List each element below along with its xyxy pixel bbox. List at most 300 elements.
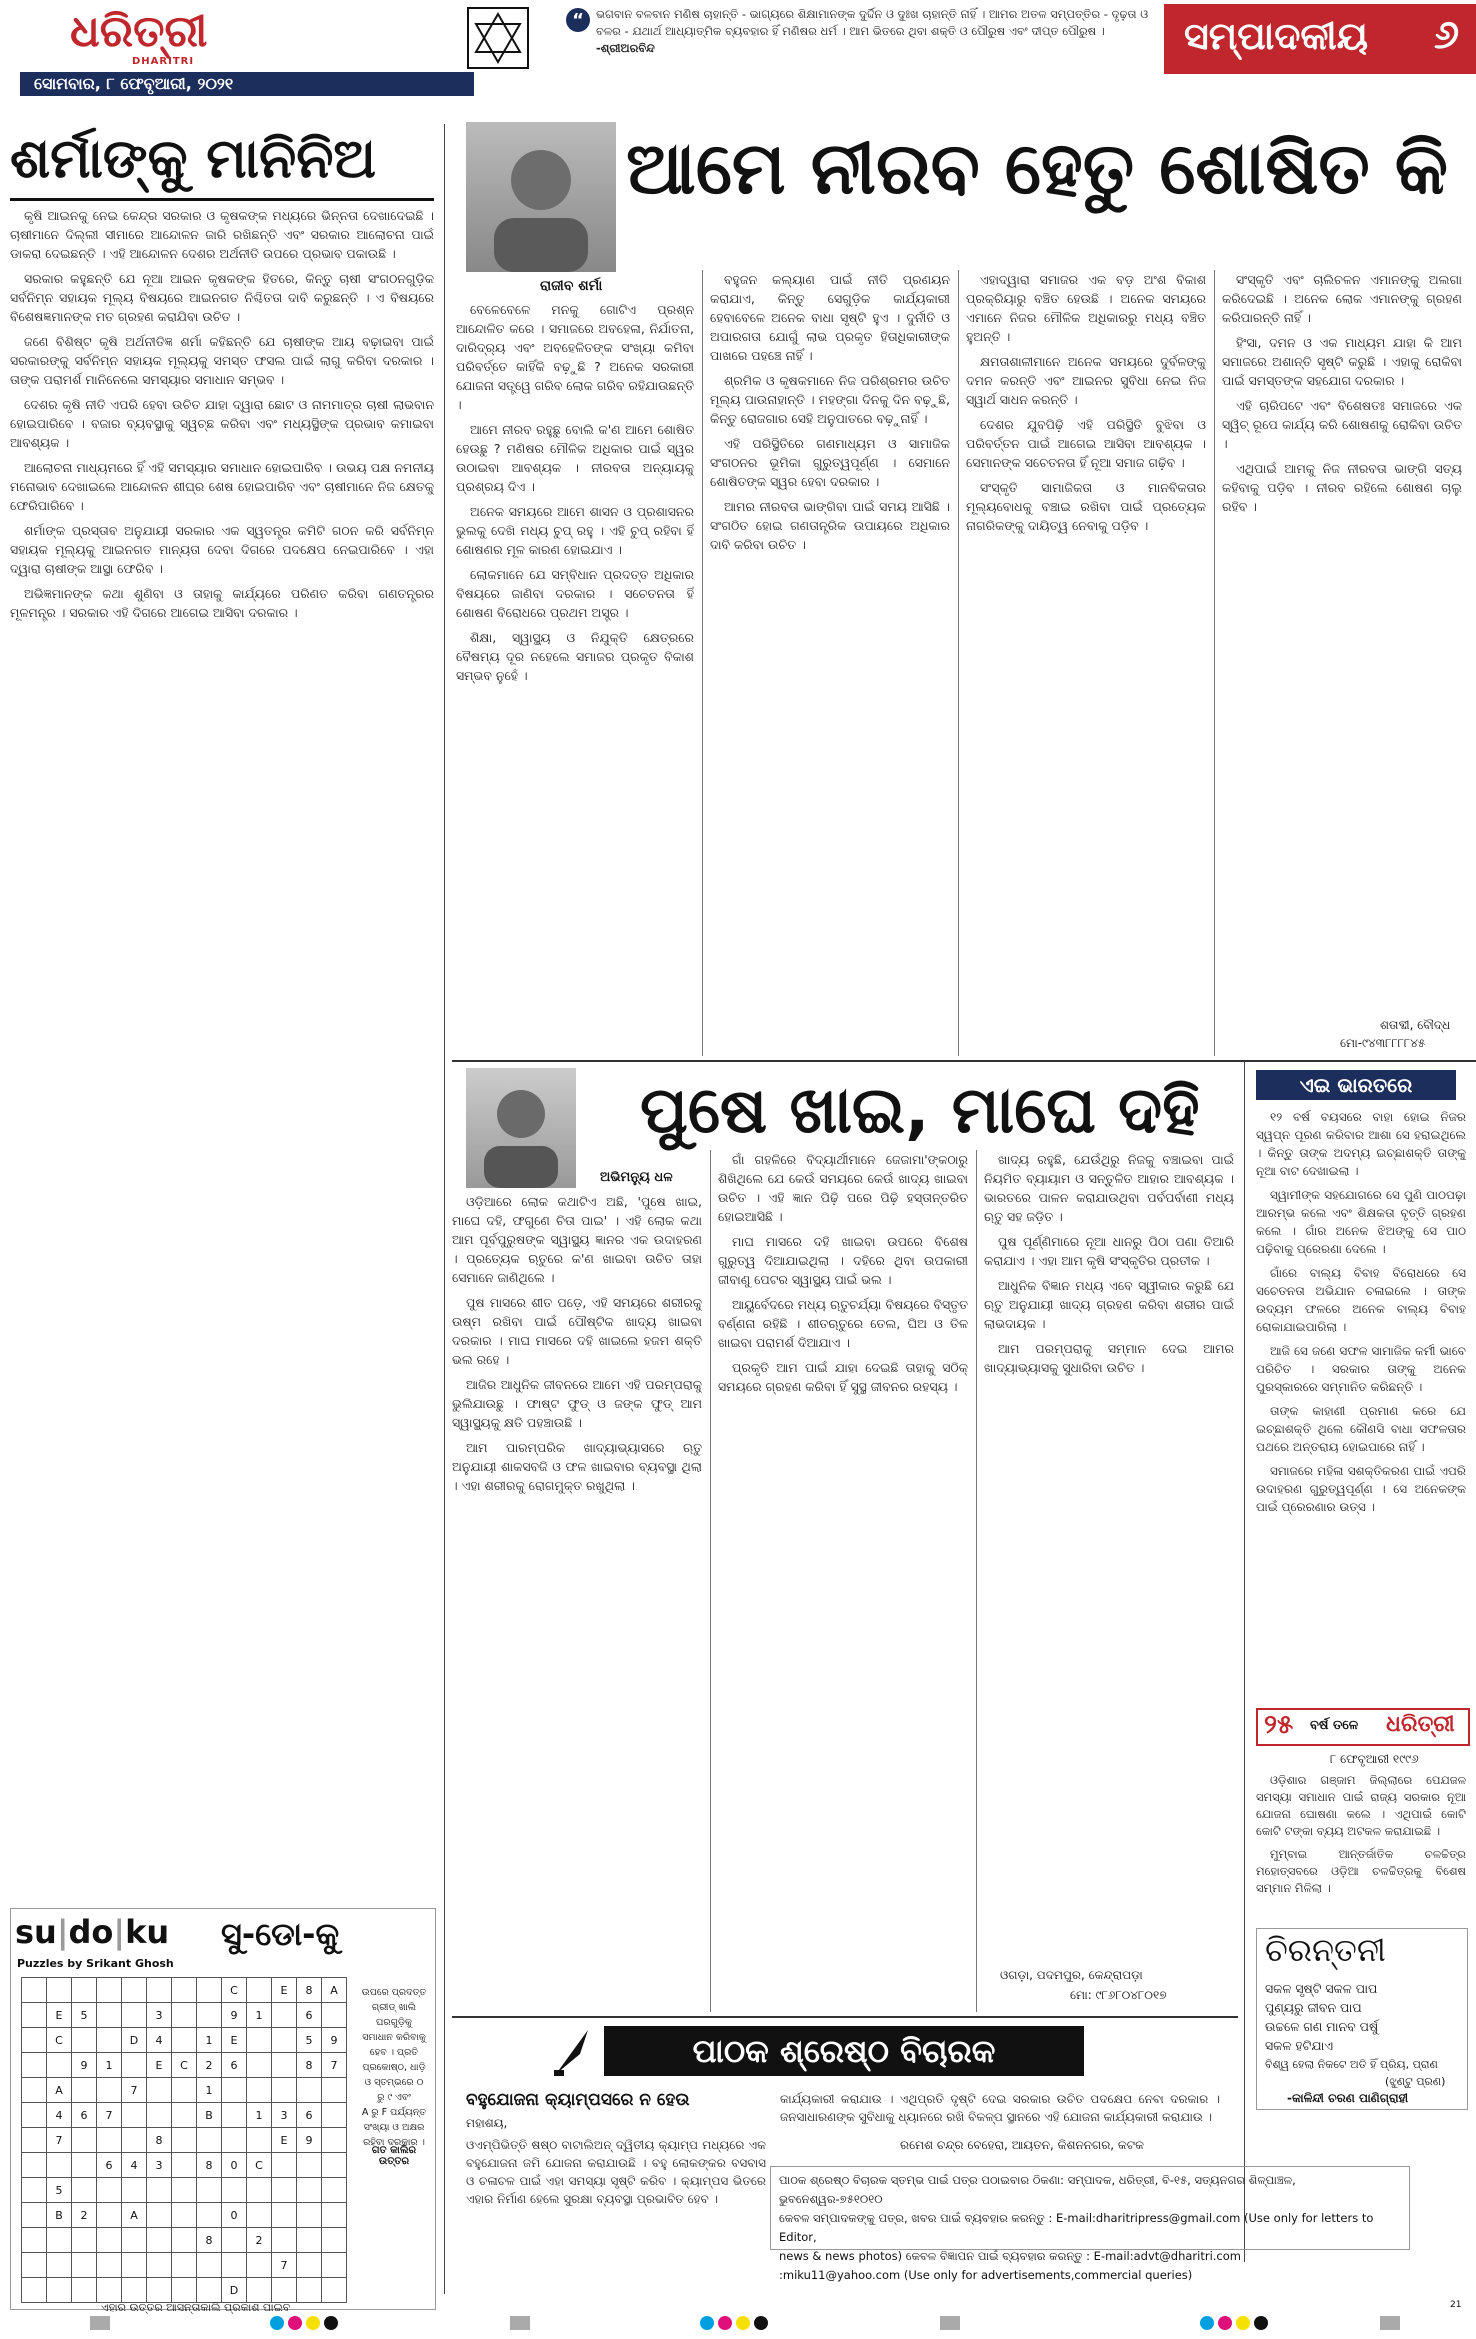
sudoku-cell[interactable] bbox=[22, 2153, 47, 2178]
sudoku-cell[interactable] bbox=[222, 2078, 247, 2103]
sudoku-cell[interactable] bbox=[22, 2078, 47, 2103]
sudoku-cell[interactable] bbox=[272, 2028, 297, 2053]
sudoku-cell[interactable] bbox=[322, 2178, 347, 2203]
india-paragraph: ସ୍ୱାମୀଙ୍କ ସହଯୋଗରେ ସେ ପୁଣି ପାଠପଢ଼ା ଆରମ୍ଭ କଲେ ଏବଂ ଶିକ୍ଷକତା ବୃତ୍ତି ଗ୍ରହଣ କଲେ । ଗାଁର ଅନେକ ଝିଅଙ୍କୁ ସେ ପାଠ ପଢ଼ିବାକୁ ପ୍ରେରଣା ଦେଲେ । bbox=[1256, 1188, 1466, 1256]
sudoku-cell[interactable] bbox=[272, 2153, 297, 2178]
sudoku-cell[interactable] bbox=[22, 2053, 47, 2078]
sudoku-cell[interactable] bbox=[222, 2178, 247, 2203]
editorial-paragraph: ଅଭିଜ୍ଞମାନଙ୍କ କଥା ଶୁଣିବା ଓ ତାହାକୁ କାର୍ଯ୍ୟରେ ପରିଣତ କରିବା ଗଣତନ୍ତ୍ରର ମୂଳମନ୍ତ୍ର । ସରକାର ଏହି ଦିଗରେ ଆଗେଇ ଆସିବା ଦରକାର । bbox=[10, 586, 434, 620]
years25-item: ଓଡ଼ିଶାର ଗଞ୍ଜାମ ଜିଲ୍ଲାରେ ପେଯଜଳ ସମସ୍ୟା ସମାଧାନ ପାଇଁ ରାଜ୍ୟ ସରକାର ନୂଆ ଯୋଜନା ଘୋଷଣା କଲେ । ଏଥିପାଇଁ କୋଟି କୋଟି ଟଙ୍କା ବ୍ୟୟ ଅଟକଳ କରାଯାଇଛି । bbox=[1256, 1773, 1466, 1838]
sudoku-cell[interactable] bbox=[72, 2178, 97, 2203]
sudoku-cell: 1 bbox=[197, 2028, 222, 2053]
yellow-dot bbox=[736, 2316, 750, 2330]
article-paragraph: ଓଡ଼ିଆରେ ଲୋକ କଥାଟିଏ ଅଛି, 'ପୁଷେ ଖାଇ, ମାଘେ ଦହି, ଫଗୁଣେ ଚିତା ପାଇ' । ଏହି ଲୋକ କଥା ଆମ ପୂର୍ବପୁରୁଷଙ୍କ ସ୍ୱାସ୍ଥ୍ୟ ଜ୍ଞାନର ଏକ ଉଦାହରଣ । ପ୍ରତ୍ୟେକ ଋତୁରେ କ'ଣ ଖାଇବା ଉଚିତ ତାହା ସେମାନେ ଜାଣିଥିଲେ । bbox=[452, 1194, 702, 1285]
sudoku-cell[interactable] bbox=[272, 2053, 297, 2078]
sudoku-row bbox=[22, 1978, 347, 2003]
print-marks bbox=[0, 2300, 1476, 2339]
article-paragraph: ଖାଦ୍ୟ ରହୁଛି, ଯେଉଁଥିରୁ ନିଜକୁ ବଞ୍ଚାଇବା ପାଇଁ ନିୟମିତ ବ୍ୟାୟାମ ଓ ସନ୍ତୁଳିତ ଆହାର ଆବଶ୍ୟକ । ଭାରତରେ ପାଳନ କରାଯାଉଥିବା ପର୍ବପର୍ବାଣୀ ମଧ୍ୟ ଋତୁ ସହ ଜଡ଼ିତ । bbox=[984, 1152, 1234, 1224]
sudoku-instruction-line: ପ୍ରକୋଷ୍ଠ, ଧାଡ଼ି bbox=[362, 2062, 426, 2073]
sudoku-cell[interactable] bbox=[97, 2128, 122, 2153]
sudoku-instruction-line: A ରୁ F ପର୍ଯ୍ୟନ୍ତ bbox=[361, 2107, 427, 2118]
main-article-col2 bbox=[710, 270, 950, 1056]
author-photo bbox=[466, 122, 616, 272]
sudoku-row bbox=[22, 2278, 347, 2303]
black-dot bbox=[754, 2316, 768, 2330]
yellow-dot bbox=[306, 2316, 320, 2330]
sudoku-cell[interactable] bbox=[247, 2203, 272, 2228]
india-body bbox=[1256, 1108, 1466, 1700]
registration-bar bbox=[940, 2316, 960, 2330]
sudoku-cell: 8 bbox=[147, 2128, 172, 2153]
section-rule bbox=[452, 2016, 1238, 2018]
sudoku-cell[interactable] bbox=[47, 2228, 72, 2253]
article-paragraph: କ୍ଷମତାଶାଳୀମାନେ ଅନେକ ସମୟରେ ଦୁର୍ବଳଙ୍କୁ ଦମନ କରନ୍ତି ଏବଂ ଆଇନର ସୁବିଧା ନେଇ ନିଜ ସ୍ୱାର୍ଥ ସାଧନ କରନ୍ତି । bbox=[966, 354, 1206, 407]
reader-header: ପାଠକ ଶ୍ରେଷ୍ଠ ବିଚାରକ bbox=[692, 2032, 996, 2070]
sudoku-cell[interactable] bbox=[72, 2153, 97, 2178]
article-paragraph: ପୁଷ ପୂର୍ଣ୍ଣିମାରେ ନୂଆ ଧାନରୁ ପିଠା ପଣା ତିଆରି କରାଯାଏ । ଏହା ଆମ କୃଷି ସଂସ୍କୃତିର ପ୍ରତୀକ । bbox=[984, 1234, 1234, 1268]
letter-salutation: ମହାଶୟ, bbox=[466, 2116, 508, 2130]
sudoku-cell: 6 bbox=[72, 2103, 97, 2128]
sudoku-cell: 7 bbox=[322, 2053, 347, 2078]
sudoku-cell[interactable] bbox=[97, 2028, 122, 2053]
person-photo-icon bbox=[466, 122, 616, 272]
chirantani-title: ଚିରନ୍ତନୀ bbox=[1265, 1931, 1386, 1969]
sudoku-cell: 7 bbox=[272, 2253, 297, 2278]
sudoku-cell[interactable] bbox=[97, 2228, 122, 2253]
sudoku-cell[interactable] bbox=[72, 2128, 97, 2153]
sudoku-row bbox=[22, 2103, 347, 2128]
reader-quill-icon bbox=[550, 2024, 594, 2078]
editorial-paragraph: ଦେଶର କୃଷି ନୀତି ଏପରି ହେବା ଉଚିତ ଯାହା ଦ୍ୱାରା ଛୋଟ ଓ ନାମମାତ୍ର ଚାଷୀ ଲାଭବାନ ହୋଇପାରିବେ । ବଜାର ବ୍ୟବସ୍ଥାକୁ ସ୍ୱଚ୍ଛ କରିବା ଏବଂ ମଧ୍ୟସ୍ଥିଙ୍କ ପ୍ରଭାବ କମାଇବା ଆବଶ୍ୟକ । bbox=[10, 397, 434, 450]
sudoku-cell[interactable] bbox=[322, 2228, 347, 2253]
sudoku-cell: 6 bbox=[222, 2053, 247, 2078]
sudoku-cell[interactable] bbox=[322, 2078, 347, 2103]
article-paragraph: ଶିକ୍ଷା, ସ୍ୱାସ୍ଥ୍ୟ ଓ ନିଯୁକ୍ତି କ୍ଷେତ୍ରରେ ବୈଷମ୍ୟ ଦୂର ନହେଲେ ସମାଜର ପ୍ରକୃତ ବିକାଶ ସମ୍ଭବ ନୁହେଁ । bbox=[456, 630, 694, 683]
sudoku-cell: 1 bbox=[97, 2053, 122, 2078]
registration-bar bbox=[510, 2316, 530, 2330]
reader-banner bbox=[604, 2026, 1084, 2076]
sudoku-cell: 3 bbox=[147, 2003, 172, 2028]
sudoku-instruction-line: ଗ୍ରୀଡ୍ ଖାଲି ଘରଗୁଡ଼ିକୁ bbox=[371, 2002, 417, 2028]
article-paragraph: ହିଂସା, ଦମନ ଓ ଏକ ମାଧ୍ୟମ ଯାହା କି ଆମ ସମାଜରେ ଅଶାନ୍ତି ସୃଷ୍ଟି କରୁଛି । ଏହାକୁ ରୋକିବା ପାଇଁ ସମସ୍ତଙ୍କ ସହଯୋଗ ଦରକାର । bbox=[1222, 335, 1462, 388]
sudoku-cell: 4 bbox=[122, 2153, 147, 2178]
main-article-author: ରାଜୀବ ଶର୍ମା bbox=[540, 278, 603, 294]
sudoku-cell[interactable] bbox=[147, 1978, 172, 2003]
article-paragraph: ଏହି ଚାରିପଟେ ଏବଂ ବିଶେଷତଃ ସମାଜରେ ଏକ ସ୍ୱିଚ୍ ରୂପେ କାର୍ଯ୍ୟ କରି ଶୋଷଣକୁ ରୋକିବା ଉଚିତ । bbox=[1222, 398, 1462, 451]
sudoku-cell: 8 bbox=[297, 1978, 322, 2003]
sudoku-instruction-line: ରୁ ୯ ଏବଂ bbox=[377, 2092, 411, 2103]
sudoku-cell[interactable] bbox=[122, 2103, 147, 2128]
sudoku-cell: 4 bbox=[147, 2028, 172, 2053]
main-article-col3 bbox=[966, 270, 1206, 1056]
sudoku-title-odia: ସୁ-ଡୋ-କୁ bbox=[221, 1915, 340, 1953]
sudoku-cell[interactable] bbox=[22, 2228, 47, 2253]
sudoku-row bbox=[22, 2003, 347, 2028]
reader-footer-line: :miku11@yahoo.com (Use only for advertisements,commercial queries) bbox=[779, 2268, 1193, 2282]
sudoku-cell[interactable] bbox=[22, 2203, 47, 2228]
sudoku-cell[interactable] bbox=[47, 2053, 72, 2078]
sudoku-cell[interactable] bbox=[72, 2253, 97, 2278]
sudoku-cell[interactable] bbox=[272, 2178, 297, 2203]
sudoku-cell[interactable] bbox=[122, 1978, 147, 2003]
person-photo-icon bbox=[466, 1068, 576, 1188]
article-paragraph: ବହୁଜନ କଲ୍ୟାଣ ପାଇଁ ନୀତି ପ୍ରଣୟନ କରାଯାଏ, କିନ୍ତୁ ସେଗୁଡ଼ିକ କାର୍ଯ୍ୟକାରୀ ହେବାବେଳେ ଅନେକ ବାଧା ସୃଷ୍ଟି ହୁଏ । ଦୁର୍ନୀତି ଓ ଅପାରଗତା ଯୋଗୁଁ ଲାଭ ପ୍ରକୃତ ହିତାଧିକାରୀଙ୍କ ପାଖରେ ପହଞ୍ଚେ ନାହିଁ । bbox=[710, 272, 950, 363]
reader-footer-line: ପାଠକ ଶ୍ରେଷ୍ଠ ବିଚାରକ ସ୍ତମ୍ଭ ପାଇଁ ପତ୍ର ପଠାଇବାର ଠିକଣା: ସମ୍ପାଦକ, ଧରିତ୍ରୀ, ବି-୧୫, ସତ୍ୟନଗର ଶିଳ୍ପାଞ୍ଚଳ, ଭୁବନେଶ୍ୱର-୭୫୧୦୧୦ bbox=[779, 2173, 1296, 2206]
cyan-dot bbox=[700, 2316, 714, 2330]
magenta-dot bbox=[1218, 2316, 1232, 2330]
sudoku-cell[interactable] bbox=[297, 2078, 322, 2103]
sudoku-cell[interactable] bbox=[72, 2028, 97, 2053]
sudoku-cell: 6 bbox=[297, 2103, 322, 2128]
sudoku-cell[interactable] bbox=[97, 2253, 122, 2278]
sudoku-cell: 9 bbox=[297, 2128, 322, 2153]
sudoku-logo-part: do bbox=[68, 1913, 114, 1951]
sudoku-cell[interactable] bbox=[322, 2253, 347, 2278]
black-dot bbox=[1254, 2316, 1268, 2330]
sudoku-instructions bbox=[357, 1985, 431, 2150]
article-paragraph: ଦେଶର ଯୁବପିଢ଼ି ଏହି ପରିସ୍ଥିତି ବୁଝିବା ଓ ପରିବର୍ତ୍ତନ ପାଇଁ ଆଗେଇ ଆସିବା ଆବଶ୍ୟକ । ସେମାନଙ୍କ ସଚେତନତା ହିଁ ନୂଆ ସମାଜ ଗଢ଼ିବ । bbox=[966, 417, 1206, 470]
sudoku-cell: 0 bbox=[222, 2153, 247, 2178]
article-paragraph: ଆୟୁର୍ବେଦରେ ମଧ୍ୟ ଋତୁଚର୍ଯ୍ୟା ବିଷୟରେ ବିସ୍ତୃତ ବର୍ଣ୍ଣନା ରହିଛି । ଶୀତଋତୁରେ ତେଲ, ଘିଅ ଓ ତିଳ ଖାଇବା ପରାମର୍ଶ ଦିଆଯାଏ । bbox=[718, 1297, 968, 1350]
sudoku-instruction-line: ସମାଧାନ କରିବାକୁ bbox=[362, 2032, 426, 2043]
sudoku-cell[interactable] bbox=[172, 2228, 197, 2253]
editorial-paragraph: ଆଲୋଚନା ମାଧ୍ୟମରେ ହିଁ ଏହି ସମସ୍ୟାର ସମାଧାନ ହୋଇପାରିବ । ଉଭୟ ପକ୍ଷ ନମନୀୟ ମନୋଭାବ ଦେଖାଇଲେ ଆନ୍ଦୋଳନ ଶୀଘ୍ର ଶେଷ ହୋଇପାରିବ ଏବଂ ଚାଷୀମାନେ ନିଜ କ୍ଷେତକୁ ଫେରିପାରିବେ । bbox=[10, 460, 434, 513]
column-divider bbox=[1244, 1062, 1245, 2262]
editorial-body bbox=[10, 206, 434, 1896]
sudoku-cell: C bbox=[47, 2028, 72, 2053]
sudoku-cell[interactable] bbox=[147, 2103, 172, 2128]
sudoku-cell[interactable] bbox=[122, 2128, 147, 2153]
sudoku-cell: D bbox=[222, 2278, 247, 2303]
sudoku-cell[interactable] bbox=[272, 2203, 297, 2228]
registration-bar bbox=[90, 2316, 110, 2330]
sudoku-cell[interactable] bbox=[22, 2253, 47, 2278]
sudoku-cell: 6 bbox=[297, 2003, 322, 2028]
sudoku-cell: 2 bbox=[247, 2228, 272, 2253]
sudoku-cell[interactable] bbox=[272, 2228, 297, 2253]
sudoku-cell: 7 bbox=[122, 2078, 147, 2103]
sudoku-row bbox=[22, 2153, 347, 2178]
sudoku-cell[interactable] bbox=[172, 1978, 197, 2003]
sudoku-cell[interactable] bbox=[322, 2128, 347, 2153]
sudoku-cell: A bbox=[122, 2203, 147, 2228]
sudoku-cell[interactable] bbox=[197, 2003, 222, 2028]
reader-footer-box bbox=[770, 2166, 1410, 2282]
sudoku-cell[interactable] bbox=[122, 2278, 147, 2303]
sudoku-cell[interactable] bbox=[172, 2128, 197, 2153]
sudoku-cell[interactable] bbox=[247, 2053, 272, 2078]
sudoku-cell[interactable] bbox=[222, 2103, 247, 2128]
star-emblem-icon bbox=[466, 6, 530, 70]
sudoku-cell: 8 bbox=[197, 2228, 222, 2253]
masthead bbox=[0, 0, 1476, 118]
main-article-col1 bbox=[456, 300, 694, 1056]
sudoku-cell[interactable] bbox=[197, 2278, 222, 2303]
sudoku-cell[interactable] bbox=[97, 2003, 122, 2028]
sudoku-cell: E bbox=[222, 2028, 247, 2053]
sudoku-instruction-line: ହେବ । ପ୍ରତି bbox=[369, 2047, 419, 2058]
chirantani-line: ଉଚ୍ଚଳେ ଗଣ ମାନବ ପର୍ଷୁ bbox=[1265, 2019, 1379, 2034]
article-paragraph: ଏଥିପାଇଁ ଆମକୁ ନିଜ ନୀରବତା ଭାଙ୍ଗି ସତ୍ୟ କହିବାକୁ ପଡ଼ିବ । ନୀରବ ରହିଲେ ଶୋଷଣ ଚାଲୁ ରହିବ । bbox=[1222, 461, 1462, 514]
sudoku-cell[interactable] bbox=[122, 2228, 147, 2253]
date-bar bbox=[20, 72, 474, 96]
black-dot bbox=[324, 2316, 338, 2330]
sudoku-cell[interactable] bbox=[297, 2203, 322, 2228]
sudoku-cell[interactable] bbox=[147, 2228, 172, 2253]
sudoku-cell[interactable] bbox=[122, 2003, 147, 2028]
sudoku-cell[interactable] bbox=[47, 2153, 72, 2178]
sudoku-cell[interactable] bbox=[72, 2228, 97, 2253]
years25-date: ୮ ଫେବୃଆରୀ ୧୯୯୬ bbox=[1330, 1752, 1419, 1766]
sudoku-cell[interactable] bbox=[72, 1978, 97, 2003]
years25-logo: ଧରିତ୍ରୀ bbox=[1386, 1712, 1455, 1737]
sudoku-answer-footer: ଗତ କାଲିର ଉତ୍ତର bbox=[371, 2145, 417, 2167]
sudoku-instruction-line: ଉପରେ ପ୍ରଦତ୍ତ bbox=[361, 1987, 427, 1998]
sudoku-cell[interactable] bbox=[297, 2228, 322, 2253]
india-title: ଏଇ ଭାରତରେ bbox=[1299, 1073, 1413, 1097]
article-paragraph: ପୁଷ ମାସରେ ଶୀତ ପଡ଼େ, ଏହି ସମୟରେ ଶରୀରକୁ ଉଷ୍ମ ରଖିବା ପାଇଁ ପୌଷ୍ଟିକ ଖାଦ୍ୟ ଖାଇବା ଦରକାର । ମାଘ ମାସରେ ଦହି ଖାଇଲେ ହଜମ ଶକ୍ତି ଭଲ ରହେ । bbox=[452, 1295, 702, 1367]
chirantani-author: -କାଳିନ୍ଦୀ ଚରଣ ପାଣିଗ୍ରାହୀ bbox=[1287, 2091, 1409, 2105]
chirantani-lines bbox=[1265, 1979, 1461, 2074]
years25-number: ୨୫ bbox=[1264, 1710, 1294, 1740]
main-article-phone: ମୋ-୯୪୩୮୮୮୮୪୫ bbox=[1340, 1036, 1426, 1050]
sudoku-cell[interactable] bbox=[197, 2178, 222, 2203]
sudoku-cell[interactable] bbox=[322, 2003, 347, 2028]
sudoku-cell[interactable] bbox=[97, 2078, 122, 2103]
sudoku-cell: A bbox=[47, 2078, 72, 2103]
section-banner bbox=[1164, 4, 1476, 74]
article-paragraph: ସଂସ୍କୃତି ଏବଂ ଚାଲିଚଳନ ଏମାନଙ୍କୁ ଅଲଗା କରିଦେଇଛି । ଅନେକ ଲୋକ ଏମାନଙ୍କୁ ଗ୍ରହଣ କରିପାରନ୍ତି ନାହିଁ । bbox=[1222, 272, 1462, 325]
sudoku-cell[interactable] bbox=[47, 2253, 72, 2278]
sudoku-cell[interactable] bbox=[322, 2153, 347, 2178]
sudoku-cell[interactable] bbox=[247, 2028, 272, 2053]
sudoku-cell[interactable] bbox=[22, 2028, 47, 2053]
quote-text: ଭଗବାନ ବଳବାନ ମଣିଷ ଚାହାନ୍ତି - ଭାଗ୍ୟରେ ଶିକ୍ଷାମାନଙ୍କ ଦୁର୍ଦ୍ଦିନ ଓ ଦୁଃଖ ଚାହାନ୍ତି ନାହିଁ । ଆମର ଅତଳ ସମ୍ପତ୍ତିର - ଦୃଢ଼ତା ଓ ବଳର - ଯଥାର୍ଥ ଆଧ୍ୟାତ୍ମିକ ବ୍ୟବହାର ହିଁ ମଣିଷର ଧର୍ମ । ଆମ ଭିତରେ ଥିବା ଶକ୍ତି ଓ ପୌରୁଷ ଏବଂ ଦୀପ୍ତ ପୌରୁଷ । bbox=[596, 7, 1149, 38]
sudoku-cell[interactable] bbox=[172, 2178, 197, 2203]
column-divider bbox=[710, 1150, 711, 2012]
sudoku-cell: 4 bbox=[47, 2103, 72, 2128]
sudoku-cell: 3 bbox=[147, 2153, 172, 2178]
sudoku-cell: A bbox=[322, 1978, 347, 2003]
sudoku-cell[interactable] bbox=[172, 2103, 197, 2128]
sudoku-cell[interactable] bbox=[97, 2178, 122, 2203]
sudoku-row bbox=[22, 2078, 347, 2103]
sudoku-cell: E bbox=[272, 1978, 297, 2003]
sudoku-cell[interactable] bbox=[272, 2278, 297, 2303]
sudoku-row bbox=[22, 2228, 347, 2253]
magenta-dot bbox=[288, 2316, 302, 2330]
logo-subtitle: DHARITRI bbox=[132, 56, 195, 67]
sudoku-cell[interactable] bbox=[22, 2003, 47, 2028]
main-article-title: ଆମେ ନୀରବ ହେତୁ ଶୋଷିତ କି bbox=[626, 126, 1448, 210]
sudoku-cell[interactable] bbox=[147, 2178, 172, 2203]
sudoku-footer: ଏହାର ଉତ୍ତର ଆସନ୍ତାକାଲି ପ୍ରକାଶ ପାଇବ bbox=[101, 2301, 291, 2314]
sudoku-cell: C bbox=[172, 2053, 197, 2078]
sudoku-cell: 6 bbox=[97, 2153, 122, 2178]
sudoku-cell[interactable] bbox=[172, 2003, 197, 2028]
sudoku-instruction-line: ଓ ସ୍ତମ୍ଭରେ ୦ bbox=[364, 2077, 424, 2088]
sudoku-cell[interactable] bbox=[72, 2278, 97, 2303]
sudoku-cell: C bbox=[247, 2153, 272, 2178]
sudoku-instruction-line: ସଂଖ୍ୟା ଓ ଅକ୍ଷର bbox=[363, 2122, 425, 2133]
article-paragraph: ଏହି ପରିସ୍ଥିତିରେ ଗଣମାଧ୍ୟମ ଓ ସାମାଜିକ ସଂଗଠନର ଭୂମିକା ଗୁରୁତ୍ୱପୂର୍ଣ୍ଣ । ସେମାନେ ଶୋଷିତଙ୍କ ସ୍ୱର ହେବା ଦରକାର । bbox=[710, 436, 950, 489]
sudoku-cell[interactable] bbox=[297, 2253, 322, 2278]
sudoku-cell: E bbox=[147, 2053, 172, 2078]
column-divider bbox=[976, 1150, 977, 2012]
sudoku-cell[interactable] bbox=[97, 2203, 122, 2228]
sudoku-cell[interactable] bbox=[222, 2253, 247, 2278]
sudoku-cell[interactable] bbox=[297, 2278, 322, 2303]
letter-signature: ରମେଶ ଚନ୍ଦ୍ର ବେହେରା, ଆୟତନ, କିଶନନଗର, କଟକ bbox=[900, 2138, 1144, 2152]
sudoku-cell[interactable] bbox=[172, 2203, 197, 2228]
india-banner bbox=[1256, 1070, 1456, 1100]
page-number: ୬ bbox=[1434, 12, 1460, 58]
sudoku-box bbox=[10, 1908, 436, 2314]
sudoku-cell[interactable] bbox=[47, 2278, 72, 2303]
sudoku-cell[interactable] bbox=[97, 2278, 122, 2303]
article-paragraph: ଆମ ପାରମ୍ପରିକ ଖାଦ୍ୟାଭ୍ୟାସରେ ଋତୁ ଅନୁଯାୟୀ ଶାକସବଜି ଓ ଫଳ ଖାଇବାର ବ୍ୟବସ୍ଥା ଥିଲା । ଏହା ଶରୀରକୁ ରୋଗମୁକ୍ତ ରଖୁଥିଲା । bbox=[452, 1440, 702, 1493]
sudoku-byline: Puzzles by Srikant Ghosh bbox=[17, 1957, 174, 1970]
sudoku-cell[interactable] bbox=[122, 2053, 147, 2078]
india-paragraph: ଆଜି ସେ ଜଣେ ସଫଳ ସାମାଜିକ କର୍ମୀ ଭାବେ ପରିଚିତ । ସରକାର ତାଙ୍କୁ ଅନେକ ପୁରସ୍କାରରେ ସମ୍ମାନିତ କରିଛନ୍ତି । bbox=[1256, 1344, 1466, 1394]
sudoku-cell[interactable] bbox=[247, 2278, 272, 2303]
sudoku-cell[interactable] bbox=[122, 2178, 147, 2203]
sudoku-cell[interactable] bbox=[297, 2153, 322, 2178]
sudoku-cell[interactable] bbox=[172, 2253, 197, 2278]
main-article-address: ଶତାବ୍ଦୀ, ବୌଦ୍ଧ bbox=[1380, 1018, 1451, 1032]
column-divider bbox=[1214, 270, 1215, 1056]
sudoku-logo-part: su bbox=[15, 1913, 57, 1951]
sudoku-cell[interactable] bbox=[72, 2078, 97, 2103]
sudoku-cell: 8 bbox=[197, 2153, 222, 2178]
sudoku-cell: B bbox=[47, 2203, 72, 2228]
sudoku-cell[interactable] bbox=[247, 2253, 272, 2278]
article-paragraph: ଆମର ନୀରବତା ଭାଙ୍ଗିବା ପାଇଁ ସମୟ ଆସିଛି । ସଂଗଠିତ ହୋଇ ଗଣତାନ୍ତ୍ରିକ ଉପାୟରେ ଅଧିକାର ଦାବି କରିବା ଉଚିତ । bbox=[710, 499, 950, 552]
sudoku-cell[interactable] bbox=[147, 2253, 172, 2278]
second-article-title: ପୁଷେ ଖାଇ, ମାଘେ ଦହି bbox=[640, 1074, 1200, 1148]
sudoku-cell[interactable] bbox=[272, 2078, 297, 2103]
sudoku-cell[interactable] bbox=[147, 2078, 172, 2103]
sudoku-cell[interactable] bbox=[322, 2278, 347, 2303]
sudoku-cell: 2 bbox=[72, 2203, 97, 2228]
letter-title: ବହୁଯୋଜନା କ୍ୟାମ୍ପସରେ ନ ହେଉ bbox=[466, 2090, 690, 2110]
sudoku-cell[interactable] bbox=[197, 2253, 222, 2278]
sudoku-logo-part: ku bbox=[125, 1913, 170, 1951]
sudoku-cell: 9 bbox=[322, 2028, 347, 2053]
column-divider bbox=[702, 270, 703, 1056]
sudoku-cell[interactable] bbox=[197, 2128, 222, 2153]
cyan-dot bbox=[270, 2316, 284, 2330]
sudoku-row bbox=[22, 2028, 347, 2053]
sudoku-cell[interactable] bbox=[247, 1978, 272, 2003]
sudoku-cell[interactable] bbox=[222, 2128, 247, 2153]
sudoku-cell: 9 bbox=[222, 2003, 247, 2028]
yellow-dot bbox=[1236, 2316, 1250, 2330]
sudoku-cell[interactable] bbox=[247, 2128, 272, 2153]
sudoku-cell[interactable] bbox=[22, 1978, 47, 2003]
editorial-rule bbox=[10, 198, 434, 201]
sudoku-cell[interactable] bbox=[22, 2178, 47, 2203]
article-paragraph: ଗାଁ ଗହଳିରେ ବିଦ୍ୟାର୍ଥୀମାନେ ଜେଜାମା'ଙ୍କଠାରୁ ଶିଖିଥିଲେ ଯେ କେଉଁ ସମୟରେ କେଉଁ ଖାଦ୍ୟ ଖାଇବା ଉଚିତ । ଏହି ଜ୍ଞାନ ପିଢ଼ି ପରେ ପିଢ଼ି ହସ୍ତାନ୍ତରିତ ହୋଇଆସିଛି । bbox=[718, 1152, 968, 1224]
article-paragraph: ଶ୍ରମିକ ଓ କୃଷକମାନେ ନିଜ ପରିଶ୍ରମର ଉଚିତ ମୂଲ୍ୟ ପାଉନାହାନ୍ତି । ମହଙ୍ଗା ଦିନକୁ ଦିନ ବଢ଼ୁଛି, କିନ୍ତୁ ରୋଜଗାର ସେହି ଅନୁପାତରେ ବଢ଼ୁନାହିଁ । bbox=[710, 373, 950, 426]
main-article-col4 bbox=[1222, 270, 1462, 1010]
sudoku-cell[interactable] bbox=[172, 2278, 197, 2303]
registration-bar bbox=[1380, 2316, 1400, 2330]
article-paragraph: ଆଜିର ଆଧୁନିକ ଜୀବନରେ ଆମେ ଏହି ପରମ୍ପରାକୁ ଭୁଲିଯାଉଛୁ । ଫାଷ୍ଟ ଫୁଡ୍ ଓ ଜଙ୍କ ଫୁଡ୍ ଆମ ସ୍ୱାସ୍ଥ୍ୟକୁ କ୍ଷତି ପହଞ୍ଚାଉଛି । bbox=[452, 1377, 702, 1430]
sudoku-cell: 5 bbox=[47, 2178, 72, 2203]
india-paragraph: ୧୨ ବର୍ଷ ବୟସରେ ବାହା ହୋଇ ନିଜର ସ୍ୱପ୍ନ ପୂରଣ କରିବାର ଆଶା ସେ ହରାଇଥିଲେ । କିନ୍ତୁ ତାଙ୍କ ଅଦମ୍ୟ ଇଚ୍ଛାଶକ୍ତି ତାଙ୍କୁ ନୂଆ ବାଟ ଦେଖାଇଲା । bbox=[1256, 1110, 1466, 1178]
sudoku-cell[interactable] bbox=[22, 2103, 47, 2128]
sudoku-cell[interactable] bbox=[147, 2203, 172, 2228]
sudoku-cell[interactable] bbox=[47, 1978, 72, 2003]
sudoku-cell[interactable] bbox=[247, 2178, 272, 2203]
reader-footer-line: news & news photos) କେବଳ ବିଜ୍ଞାପନ ପାଇଁ ବ୍ୟବହାର କରନ୍ତୁ : E-mail:advt@dharitri.com bbox=[779, 2249, 1241, 2263]
editorial-title: ଶର୍ମାଙ୍କୁ ମାନିନିଅ bbox=[10, 127, 377, 190]
section-rule bbox=[452, 1060, 1476, 1062]
sudoku-instruction-line: ରହିବା ଦରକାର । bbox=[363, 2137, 425, 2148]
sudoku-cell: 9 bbox=[72, 2053, 97, 2078]
article-paragraph: ଆମ ପରମ୍ପରାକୁ ସମ୍ମାନ ଦେଇ ଆମର ଖାଦ୍ୟାଭ୍ୟାସକୁ ସୁଧାରିବା ଉଚିତ । bbox=[984, 1341, 1234, 1375]
sudoku-cell[interactable] bbox=[22, 2278, 47, 2303]
sudoku-cell[interactable] bbox=[322, 2103, 347, 2128]
sudoku-cell: B bbox=[197, 2103, 222, 2128]
quote-author: -ଶ୍ରୀଅରବିନ୍ଦ bbox=[596, 41, 655, 55]
cyan-dot bbox=[1200, 2316, 1214, 2330]
sudoku-cell[interactable] bbox=[172, 2078, 197, 2103]
sudoku-cell: 5 bbox=[297, 2028, 322, 2053]
quote-mark-icon: “ bbox=[566, 8, 590, 32]
sudoku-cell[interactable] bbox=[172, 2028, 197, 2053]
sudoku-cell[interactable] bbox=[22, 2128, 47, 2153]
years25-item: ମୁମ୍ବାଇ ଆନ୍ତର୍ଜାତିକ ଚଳଚ୍ଚିତ୍ର ମହୋତ୍ସବରେ ଓଡ଼ିଆ ଚଳଚ୍ଚିତ୍ରକୁ ବିଶେଷ ସମ୍ମାନ ମିଳିଲା । bbox=[1256, 1847, 1466, 1895]
sudoku-cell[interactable] bbox=[297, 2178, 322, 2203]
sudoku-cell[interactable] bbox=[122, 2253, 147, 2278]
chirantani-line: ସକଳ ସୃଷ୍ଟି ସକଳ ପାପ bbox=[1265, 1981, 1378, 1996]
sudoku-cell[interactable] bbox=[97, 1978, 122, 2003]
sudoku-cell[interactable] bbox=[147, 2278, 172, 2303]
sudoku-cell[interactable] bbox=[272, 2003, 297, 2028]
sudoku-cell[interactable] bbox=[197, 1978, 222, 2003]
chirantani-line: ସକଳ ହଟିଯାଏ bbox=[1265, 2038, 1334, 2053]
sudoku-cell: 7 bbox=[47, 2128, 72, 2153]
page-corner-number: 21 bbox=[1450, 2300, 1462, 2310]
second-article-phone: ମୋ: ୯୮୬୮୦୪୮୦୧୭ bbox=[1070, 1988, 1167, 2002]
years25-body bbox=[1256, 1772, 1466, 1922]
sudoku-cell[interactable] bbox=[197, 2203, 222, 2228]
india-paragraph: ସମାଜରେ ମହିଳା ସଶକ୍ତିକରଣ ପାଇଁ ଏପରି ଉଦାହରଣ ଗୁରୁତ୍ୱପୂର୍ଣ୍ଣ । ସେ ଅନେକଙ୍କ ପାଇଁ ପ୍ରେରଣାର ଉତ୍ସ । bbox=[1256, 1464, 1466, 1514]
editorial-paragraph: ଜଣେ ବିଶିଷ୍ଟ କୃଷି ଅର୍ଥନୀତିଜ୍ଞ ଶର୍ମା କହିଛନ୍ତି ଯେ ଚାଷୀଙ୍କ ଆୟ ବଢ଼ାଇବା ପାଇଁ ସରକାରଙ୍କୁ ସର୍ବନିମ୍ନ ସହାୟକ ମୂଲ୍ୟକୁ ସମସ୍ତ ଫସଲ ପାଇଁ ଲାଗୁ କରିବା ଦରକାର । ତାଙ୍କ ପରାମର୍ଶ ମାନିନେଲେ ସମସ୍ୟାର ସମାଧାନ ସମ୍ଭବ । bbox=[10, 334, 434, 387]
sudoku-cell: 3 bbox=[272, 2103, 297, 2128]
logo: ଧରିତ୍ରୀ bbox=[70, 6, 208, 57]
sudoku-grid bbox=[21, 1977, 347, 2303]
sudoku-cell: E bbox=[272, 2128, 297, 2153]
column-divider bbox=[444, 124, 445, 2294]
section-title: ସମ୍ପାଦକୀୟ bbox=[1184, 14, 1369, 58]
author-photo-2 bbox=[466, 1068, 576, 1188]
sudoku-cell[interactable] bbox=[247, 2078, 272, 2103]
sudoku-cell: C bbox=[222, 1978, 247, 2003]
second-article-author: ଅଭିମନ୍ୟୁ ଧଳ bbox=[600, 1170, 673, 1185]
chirantani-source: (ଝୁଣ୍ଟୁ ପ୍ରଣ) bbox=[1385, 2075, 1446, 2088]
article-paragraph: ସଂସ୍କୃତି ସାମାଜିକତା ଓ ମାନବିକତାର ମୂଲ୍ୟବୋଧକୁ ବଞ୍ଚାଇ ରଖିବା ପାଇଁ ପ୍ରତ୍ୟେକ ନାଗରିକଙ୍କୁ ଦାୟିତ୍ୱ ନେବାକୁ ପଡ଼ିବ । bbox=[966, 480, 1206, 533]
sudoku-cell: 2 bbox=[197, 2053, 222, 2078]
article-paragraph: ମାଘ ମାସରେ ଦହି ଖାଇବା ଉପରେ ବିଶେଷ ଗୁରୁତ୍ୱ ଦିଆଯାଇଥିଲା । ଦହିରେ ଥିବା ଉପକାରୀ ଜୀବାଣୁ ପେଟର ସ୍ୱାସ୍ଥ୍ୟ ପାଇଁ ଭଲ । bbox=[718, 1234, 968, 1287]
chirantani-line: ବିଶ୍ୱ ହେଲା ନିକଟେ ଅତି ହିଁ ପ୍ରିୟ, ପ୍ରାଣ bbox=[1265, 2058, 1438, 2071]
sudoku-cell[interactable] bbox=[172, 2153, 197, 2178]
chirantani-box bbox=[1256, 1928, 1468, 2110]
sudoku-cell[interactable] bbox=[222, 2228, 247, 2253]
sudoku-cell[interactable] bbox=[322, 2203, 347, 2228]
